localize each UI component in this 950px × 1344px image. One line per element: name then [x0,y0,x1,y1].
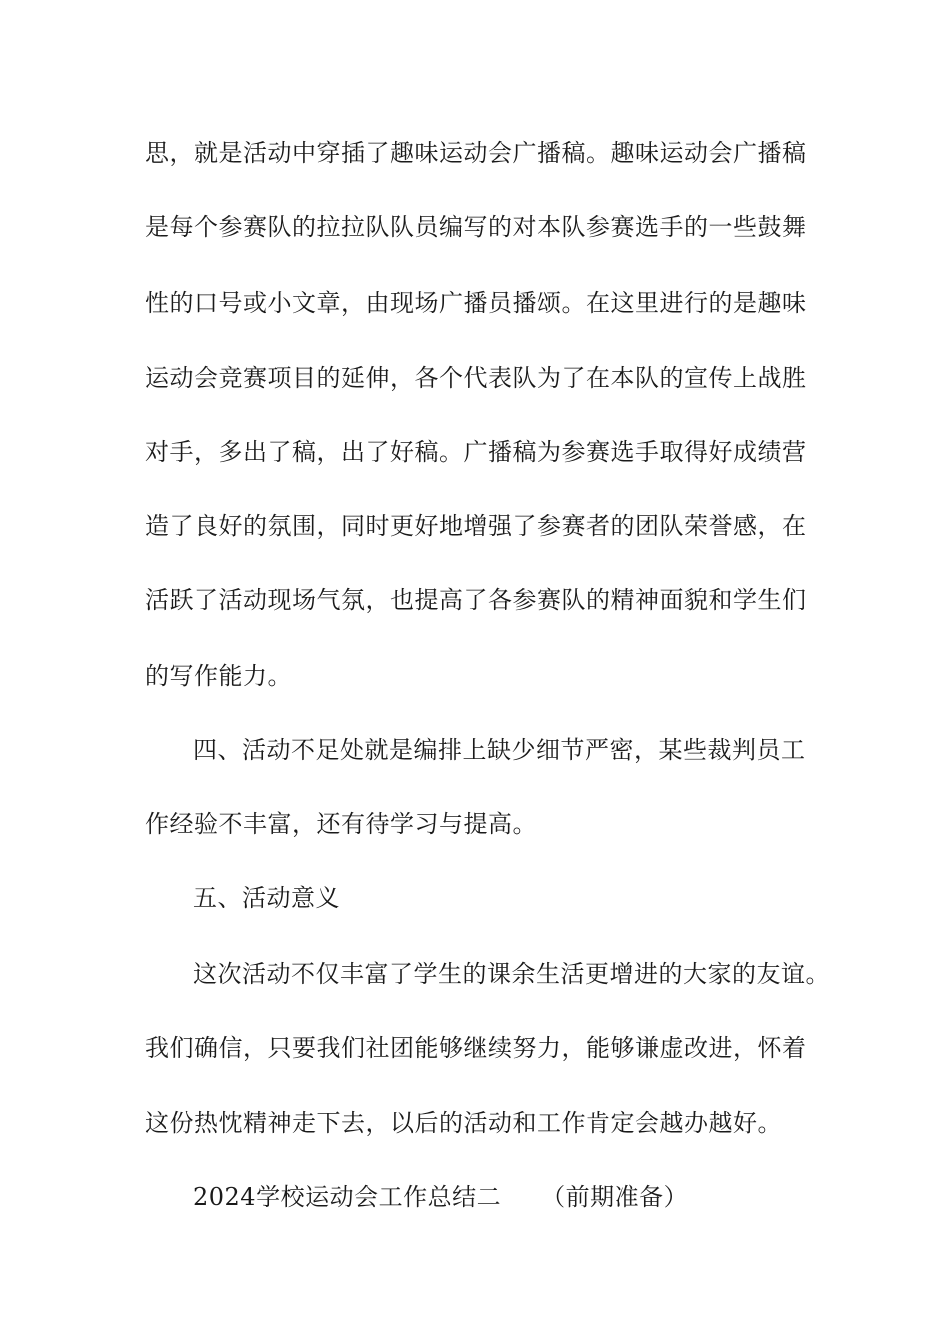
summary-heading-title: 2024学校运动会工作总结二 [193,1183,502,1211]
summary-heading-subtitle: （前期准备） [541,1183,689,1211]
section-heading: 五、活动意义 [193,884,340,912]
text-line: 的写作能力。 [145,662,292,690]
text-line: 作经验不丰富，还有待学习与提高。 [145,810,537,838]
text-line: 性的口号或小文章，由现场广播员播颂。在这里进行的是趣味 [145,289,807,317]
text-line: 思，就是活动中穿插了趣味运动会广播稿。趣味运动会广播稿 [145,139,807,167]
text-line: 活跃了活动现场气氛，也提高了各参赛队的精神面貌和学生们 [145,586,807,614]
text-line: 这份热忱精神走下去，以后的活动和工作肯定会越办越好。 [145,1109,782,1137]
paragraph-start-line: 四、活动不足处就是编排上缺少细节严密，某些裁判员工 [193,736,806,764]
text-line: 对手，多出了稿，出了好稿。广播稿为参赛选手取得好成绩营 [145,438,807,466]
text-line: 是每个参赛队的拉拉队队员编写的对本队参赛选手的一些鼓舞 [145,213,807,241]
text-line: 造了良好的氛围，同时更好地增强了参赛者的团队荣誉感，在 [145,512,807,540]
summary-heading [193,1177,893,1217]
text-line: 运动会竞赛项目的延伸，各个代表队为了在本队的宣传上战胜 [145,364,807,392]
text-line: 我们确信，只要我们社团能够继续努力，能够谦虚改进，怀着 [145,1034,807,1062]
paragraph-start-line: 这次活动不仅丰富了学生的课余生活更增进的大家的友谊。 [193,960,830,988]
